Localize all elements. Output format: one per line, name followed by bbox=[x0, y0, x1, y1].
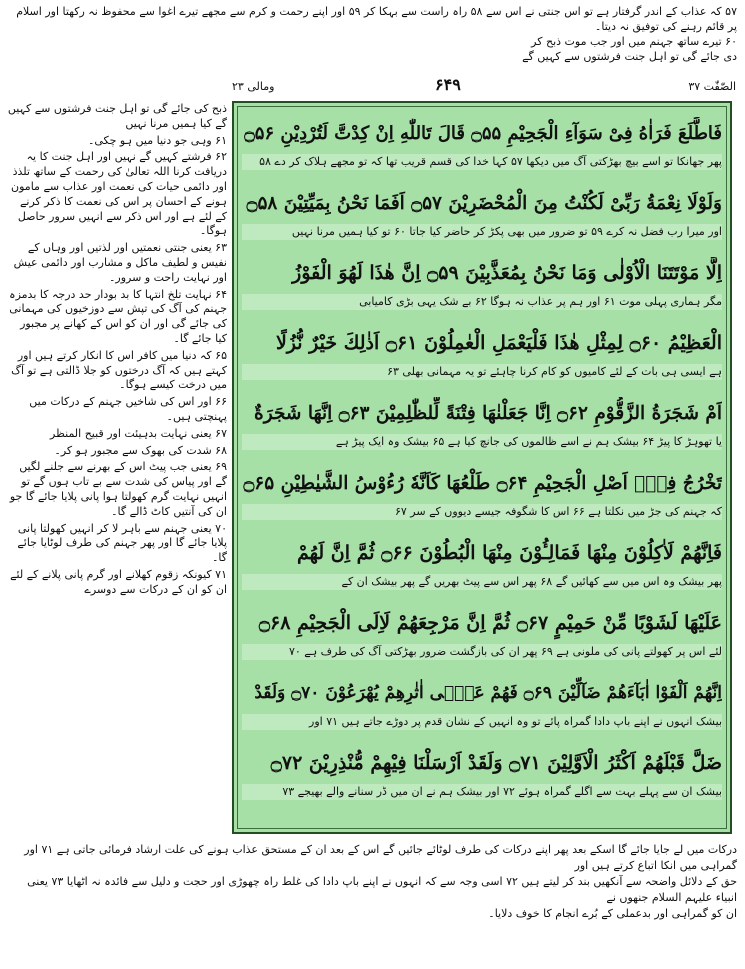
top-footnote-line: ۵۷ کہ عذاب کے اندر گرفتار ہے تو اس جنتی نے اس سے ۵۸ راہ راست سے بہکا کر ۵۹ اور اپنے رحمت و کرم سے مجھے تیرے اغوا سے محفوظ نہ رکھتا اور اسلام پر قائم رہنے کی توفیق نہ دیتا۔ bbox=[16, 5, 737, 33]
urdu-translation-line: اور میرا رب فضل نہ کرے ۵۹ تو ضرور میں بھی پکڑ کر حاضر کیا جاتا ۶۰ تو کیا ہمیں مرنا نہیں bbox=[242, 224, 722, 240]
urdu-translation-line: لئے اس پر کھولتے پانی کی ملونی ہے ۶۹ پھر ان کی بازگشت ضرور بھڑکتی آگ کی طرف ہے ۷۰ bbox=[242, 644, 722, 660]
commentary-note: ۶۶ اور اس کی شاخیں جہنم کے درکات میں پہنچتی ہیں۔ bbox=[29, 395, 227, 423]
verse-panel bbox=[232, 101, 732, 834]
urdu-translation-line: پھر بیشک وہ اس میں سے کھائیں گے ۶۸ پھر اس سے پیٹ بھریں گے پھر بیشک ان کے bbox=[242, 574, 722, 590]
urdu-translation-line: بیشک ان سے پہلے بہت سے اگلے گمراہ ہوئے ۷۲ اور بیشک ہم نے ان میں ڈر سنانے والے بھیجے ۷۳ bbox=[242, 784, 722, 800]
arabic-verse-line: اِلَّا مَوْتَتَنَا الْاُوْلٰى وَمَا نَحْنُ بِمُعَذَّبِیْنَ ۝۵۹ اِنَّ هٰذَا لَهُوَ الْفَوْزُ bbox=[292, 262, 722, 284]
arabic-verse-line: الْعَظِیْمُ ۝۶۰ لِمِثْلِ هٰذَا فَلْیَعْمَلِ الْعٰمِلُوْنَ ۝۶۱ اَذٰلِكَ خَیْرٌ نُّزُلًا bbox=[275, 332, 722, 354]
commentary-note: ۶۵ کہ دنیا میں کافر اس کا انکار کرتے ہیں اور کہتے ہیں کہ آگ درختوں کو جلا ڈالتی ہے تو آگ میں درخت کیسے ہوگا۔ bbox=[11, 348, 227, 392]
commentary-note: ۶۹ یعنی جب پیٹ اس کے بھرنے سے جلنے لگیں گے اور پیاس کی شدت سے بے تاب ہوں گے تو انہیں نہایت گرم کھولتا ہوا پانی پلایا جائے گا جو ان کی آنتیں کاٹ ڈالے گا۔ bbox=[9, 460, 227, 518]
commentary-note: ۶۴ نہایت تلخ انتہا کا بد بودار حد درجہ کا بدمزہ جہنم کی آگ کی تپش سے دوزخیوں کی مہمانی کی جائے گی اور ان کو اس کے کھانے پر مجبور کیا جائے گا۔ bbox=[9, 287, 227, 345]
arabic-verse-line: فَاِنَّهُمْ لَاٰكِلُوْنَ مِنْهَا فَمَالِـُٔوْنَ مِنْهَا الْبُطُوْنَ ۝۶۶ ثُمَّ اِنَّ لَهُمْ bbox=[297, 542, 722, 564]
top-footnotes bbox=[8, 4, 737, 64]
commentary-column bbox=[5, 102, 227, 835]
arabic-verse-line: اِنَّهُمْ اَلْفَوْا اٰبَآءَهُمْ ضَآلِّیْنَ ۝۶۹ فَهُمْ عَلٰۤى اٰثٰرِهِمْ یُهْرَعُوْنَ ۝۷۰ وَلَقَدْ bbox=[254, 683, 722, 703]
arabic-verse-line: فَاطَّلَعَ فَرَاٰهُ فِیْ سَوَآءِ الْجَحِیْمِ ۝۵۵ قَالَ تَاللّٰهِ اِنْ كِدْتَّ لَتُرْدِیْنِ ۝۵۶ bbox=[244, 123, 722, 144]
arabic-verse-line: تَخْرُجُ فِیْۤ اَصْلِ الْجَحِیْمِ ۝۶۴ طَلْعُهَا كَاَنَّهٗ رُءُوْسُ الشَّیٰطِیْنِ ۝۶۵ bbox=[243, 473, 722, 494]
bottom-footnote-line: حق کے دلائل واضحہ سے آنکھیں بند کر لیتے ہیں ۷۲ اسی وجہ سے کہ انہوں نے اپنے باپ دادا کی غلط راہ چھوڑی اور حجت و دلیل سے فائدہ نہ اٹھایا ۷۳ یعنی انبیاء علیہم السلام جنھوں نے bbox=[27, 875, 737, 904]
urdu-translation-line: ہے ایسی ہی بات کے لئے کامیوں کو کام کرنا چاہئے تو یہ مہمانی بھلی ۶۳ bbox=[242, 364, 722, 380]
commentary-note: ۶۷ یعنی نہایت بدہیئت اور قبیح المنظر bbox=[50, 426, 227, 440]
commentary-note: ۶۳ یعنی جنتی نعمتیں اور لذتیں اور وہاں کے نفیس و لطیف ماکل و مشارب اور دائمی عیش اور نہایت راحت و سرور۔ bbox=[13, 241, 227, 284]
top-footnote-line: ۶۰ تیرے ساتھ جہنم میں اور جب موت ذبح کر دی جائے گی تو اہل جنت فرشتوں سے کہیں گے bbox=[522, 35, 737, 63]
urdu-translation-line: پھر جھانکا تو اسے بیچ بھڑکتی آگ میں دیکھا ۵۷ کہا خدا کی قسم قریب تھا کہ تو مجھے ہلاک کر دے ۵۸ bbox=[242, 154, 722, 170]
commentary-note: ۷۱ کیونکہ زقوم کھلانے اور گرم پانی پلانے کے لئے ان کو ان کے درکات سے دوسرے bbox=[10, 567, 227, 596]
bottom-footnotes bbox=[8, 842, 737, 922]
arabic-verse-line: عَلَیْهَا لَشَوْبًا مِّنْ حَمِیْمٍ ۝۶۷ ثُمَّ اِنَّ مَرْجِعَهُمْ لَاِلَى الْجَحِیْمِ ۝۶۸ bbox=[258, 612, 722, 634]
urdu-translation-line: کہ جہنم کی جڑ میں نکلتا ہے ۶۶ اس کا شگوفہ جیسے دیووں کے سر ۶۷ bbox=[242, 504, 722, 520]
arabic-verse-line: اَمْ شَجَرَةُ الزَّقُّوْمِ ۝۶۲ اِنَّا جَعَلْنٰهَا فِتْنَةً لِّلظّٰلِمِیْنَ ۝۶۳ اِنَّهَا شَجَرَةٌ bbox=[254, 403, 722, 424]
surah-label: الصّٰفّٰت ۳۷ bbox=[688, 80, 736, 93]
commentary-note: ۶۲ فرشتے کہیں گے نہیں اور اہل جنت کا یہ دریافت کرنا اللہ تعالیٰ کی رحمت کے ساتھ تلذذ اور دائمی حیات کی نعمت اور عذاب سے مامون ہونے کے احسان پر اس کی نعمت کا ذکر کرنے کے لئے ہے اور اس ذکر سے انہیں سرور حاصل ہوگا۔ bbox=[11, 150, 227, 238]
commentary-note: ذبح کی جائے گی تو اہل جنت فرشتوں سے کہیں گے کیا ہمیں مرنا نہیں bbox=[7, 102, 227, 130]
arabic-verse-line: وَلَوْلَا نِعْمَةُ رَبِّیْ لَكُنْتُ مِنَ الْمُحْضَرِیْنَ ۝۵۷ اَفَمَا نَحْنُ بِمَیِّتِیْنَ ۝۵۸ bbox=[246, 193, 722, 214]
bottom-footnote-line: درکات میں لے جایا جائے گا اسکے بعد پھر اپنے درکات کی طرف لوٹائے جائیں گے اس کے بعد ان کے مستحق عذاب ہونے کی علت ارشاد فرمائی جاتی ہے ۷۱ اور گمراہی میں انکا اتباع کرتے ہیں اور bbox=[24, 843, 737, 872]
bottom-footnote-line: ان کو گمراہی اور بدعملی کے بُرے انجام کا خوف دلایا۔ bbox=[488, 907, 737, 920]
juz-label: ومالی ۲۳ bbox=[232, 80, 275, 93]
commentary-note: ۶۱ وہی جو دنیا میں ہو چکی۔ bbox=[87, 133, 227, 147]
commentary-note: ۷۰ یعنی جہنم سے باہر لا کر انہیں کھولتا پانی پلایا جائے گا اور پھر جہنم کی طرف لوٹایا جائے گا۔ bbox=[17, 521, 227, 565]
urdu-translation-line: بیشک انہوں نے اپنے باپ دادا گمراہ پائے تو وہ انہیں کے نشان قدم پر دوڑے جاتے ہیں ۷۱ اور bbox=[242, 714, 722, 730]
urdu-translation-line: مگر ہماری پہلی موت ۶۱ اور ہم پر عذاب نہ ہوگا ۶۲ بے شک یہی بڑی کامیابی bbox=[242, 294, 722, 310]
page-number: ۶۴۹ bbox=[435, 75, 461, 94]
arabic-verse-line: ضَلَّ قَبْلَهُمْ اَكْثَرُ الْاَوَّلِیْنَ ۝۷۱ وَلَقَدْ اَرْسَلْنَا فِیْهِمْ مُّنْذِرِیْنَ ۝۷۲ bbox=[270, 752, 722, 774]
page-header bbox=[232, 75, 736, 98]
urdu-translation-line: یا تھوہڑ کا پیڑ ۶۴ بیشک ہم نے اسے ظالموں کی جانچ کیا ہے ۶۵ بیشک وہ ایک پیڑ ہے bbox=[242, 434, 722, 450]
commentary-note: ۶۸ شدت کی بھوک سے مجبور ہو کر۔ bbox=[54, 443, 227, 457]
